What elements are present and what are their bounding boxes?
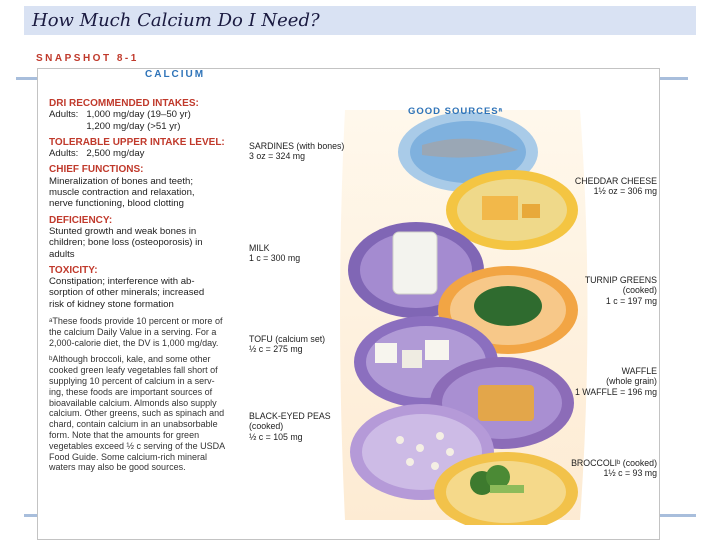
dri-text: Adults: 1,000 mg/day (19–50 yr) 1,200 mg/day (>51 yr): [49, 109, 191, 132]
nutrient-title: CALCIUM: [145, 69, 206, 80]
tofu-label: TOFU (calcium set) ½ c = 275 mg: [249, 334, 326, 355]
info-column: [49, 98, 249, 473]
slide-title: How Much Calcium Do I Need?: [32, 10, 320, 31]
toxicity-text: Constipation; interference with ab- sorption of other minerals; increased risk of kidney stone formation: [49, 276, 205, 310]
footnote-a: ᵃThese foods provide 10 percent or more of the calcium Daily Value in a serving. For a 2,000-calorie diet, the DV is 1,000 mg/day.: [49, 316, 223, 348]
milk-label: MILK 1 c = 300 mg: [249, 243, 301, 264]
snapshot-number: 8-1: [116, 53, 139, 64]
snapshot-word: SNAPSHOT: [36, 53, 112, 64]
deco-line-right-bottom: [660, 514, 696, 517]
deco-line-left-top: [16, 77, 38, 80]
cheddar-label: CHEDDAR CHEESE 1½ oz = 306 mg: [574, 176, 657, 197]
toxicity-heading: TOXICITY:: [49, 264, 98, 276]
snapshot-label: [36, 53, 139, 64]
deco-line-right-top: [660, 77, 688, 80]
ul-heading: TOLERABLE UPPER INTAKE LEVEL:: [49, 136, 225, 148]
waffle-label: WAFFLE (whole grain) 1 WAFFLE = 196 mg: [574, 366, 657, 397]
ul-text: Adults: 2,500 mg/day: [49, 148, 145, 160]
functions-heading: CHIEF FUNCTIONS:: [49, 164, 144, 176]
functions-text: Mineralization of bones and teeth; muscle contraction and relaxation, nerve functioning, blood clotting: [49, 175, 195, 210]
turnip-greens-label: TURNIP GREENS (cooked) 1 c = 197 mg: [584, 275, 657, 306]
deficiency-text: Stunted growth and weak bones in children; bone loss (osteoporosis) in adults: [49, 225, 203, 260]
good-sources-heading: GOOD SOURCESᵃ: [408, 106, 504, 117]
slide-title-bar: [24, 6, 696, 35]
deco-line-left-bottom: [24, 514, 38, 517]
black-eyed-peas-label: BLACK-EYED PEAS (cooked) ½ c = 105 mg: [249, 411, 331, 442]
footnote-b: ᵇAlthough broccoli, kale, and some other cooked green leafy vegetables fall short of supplying 10 percent of calcium in a serv- ing, these foods are important sources of bioavailable calcium. Almonds also supply calcium. Other greens, such as spinach and chard, contain calcium in an unabsorbable form. Note that the amounts for green vegetables exceed ½ c serving of the USDA Food Guide. Some calcium-rich mineral waters may also be good sources.: [49, 354, 226, 473]
dri-heading: DRI RECOMMENDED INTAKES:: [49, 98, 199, 109]
broccoli-label: BROCCOLIᵇ (cooked) 1½ c = 93 mg: [571, 458, 657, 479]
deficiency-heading: DEFICIENCY:: [49, 214, 113, 226]
sardines-label: SARDINES (with bones) 3 oz = 324 mg: [249, 141, 345, 162]
